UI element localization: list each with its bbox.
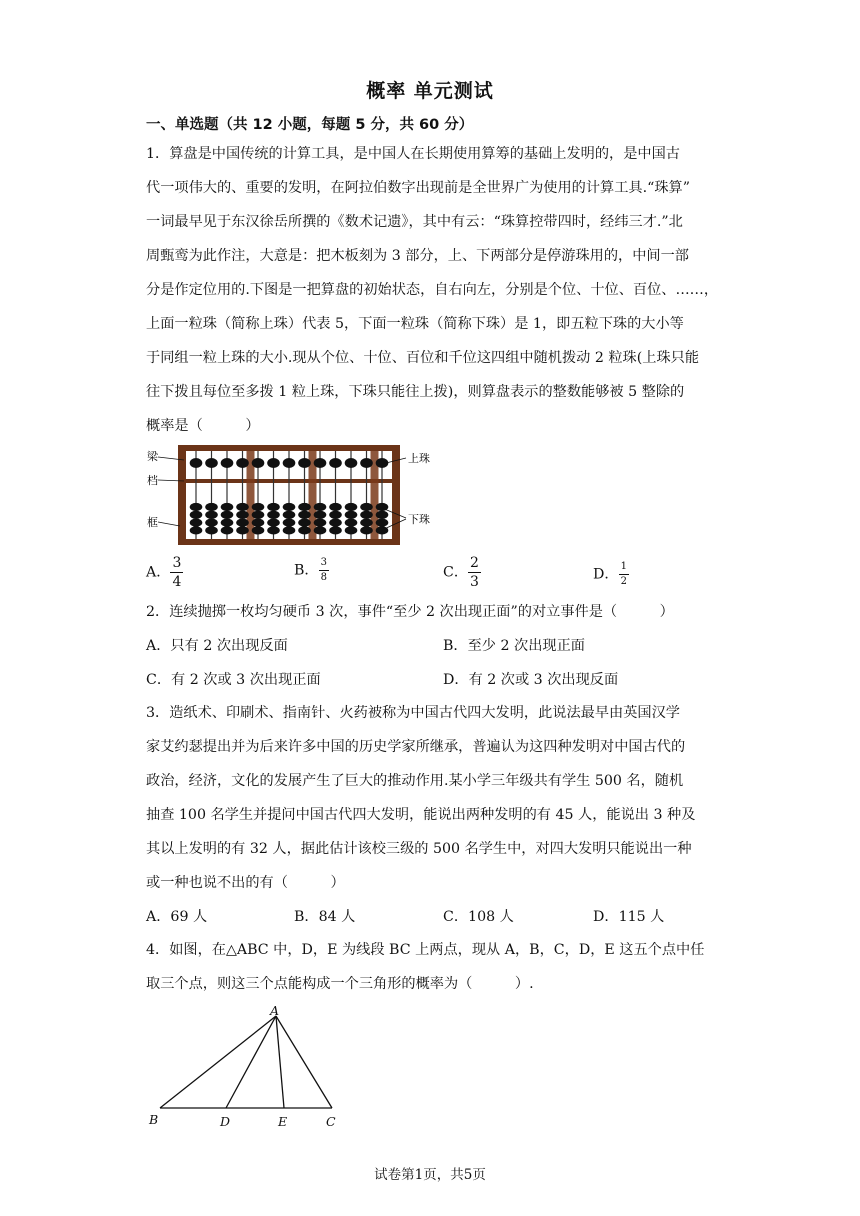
lower-bead	[205, 526, 218, 534]
fraction: $\frac{2}{3}$	[470, 555, 479, 590]
page-footer: 试卷第1页，共5页	[374, 1167, 486, 1183]
text-line: 代一项伟大的、重要的发明，在阿拉伯数字出现前是全世界广为使用的计算工具.“珠算”	[146, 180, 690, 196]
lower-bead	[221, 519, 234, 527]
text-line: 概率是（ ）	[146, 418, 260, 434]
lower-bead	[205, 519, 218, 527]
lower-bead	[283, 511, 296, 519]
upper-bead	[267, 458, 280, 468]
point-label-e: E	[278, 1114, 288, 1129]
upper-bead	[298, 458, 311, 468]
option-d[interactable]: D．115 人	[593, 909, 665, 925]
label-beam: 梁	[147, 450, 158, 463]
text-line: 周甄鸾为此作注，大意是：把木板刻为 3 部分，上、下两部分是停游珠用的，中间一部	[146, 248, 689, 264]
lower-bead	[267, 519, 280, 527]
lower-bead	[190, 526, 203, 534]
lower-bead	[283, 526, 296, 534]
question-4-text	[146, 933, 714, 1001]
option-letter: C．	[443, 564, 469, 581]
segment-ab	[160, 1016, 276, 1108]
option-c[interactable]	[443, 556, 481, 589]
question-1-text	[146, 137, 719, 443]
lower-bead	[298, 526, 311, 534]
text-line: 4．如图，在△ABC 中，D，E 为线段 BC 上两点，现从 A，B，C，D，E 这五个点中任	[146, 942, 705, 958]
section-heading: 一、单选题（共 12 小题，每题 5 分，共 60 分）	[146, 117, 474, 133]
upper-bead	[236, 458, 249, 468]
question-3-text	[146, 696, 714, 900]
lower-bead	[190, 511, 203, 519]
abacus-figure	[144, 442, 444, 548]
lower-bead	[329, 511, 342, 519]
text-line: 一词最早见于东汉徐岳所撰的《数术记遗》，其中有云：“珠算控带四时，经纬三才.”北	[146, 214, 683, 230]
text-line: 分是作定位用的.下图是一把算盘的初始状态，自右向左，分别是个位、十位、百位、……，	[146, 282, 719, 298]
text-line: 政治，经济，文化的发展产生了巨大的推动作用.某小学三年级共有学生 500 名，随机	[146, 773, 684, 789]
point-label-d: D	[220, 1114, 231, 1129]
label-frame: 框	[147, 516, 158, 529]
text-line: 家艾约瑟提出并为后来许多中国的历史学家所继承，普遍认为这四种发明对中国古代的	[146, 739, 686, 755]
question-2-text: 2．连续抛掷一枚均匀硬币 3 次，事件“至少 2 次出现正面”的对立事件是（ ）	[146, 604, 674, 620]
option-a[interactable]	[146, 556, 183, 589]
lower-bead	[329, 526, 342, 534]
label-bar: 档	[147, 474, 158, 487]
fraction: $\frac{3}{8}$	[320, 557, 327, 583]
option-letter: B．	[294, 562, 319, 579]
option-a[interactable]: A．69 人	[146, 909, 208, 925]
upper-bead	[221, 458, 234, 468]
lower-bead	[329, 503, 342, 511]
lower-bead	[190, 519, 203, 527]
lower-bead	[314, 503, 327, 511]
point-label-b: B	[149, 1112, 159, 1127]
lower-bead	[376, 526, 389, 534]
triangle-figure	[146, 1002, 346, 1130]
text-line: 抽查 100 名学生并提问中国古代四大发明，能说出两种发明的有 45 人，能说出 3 种及	[146, 807, 696, 823]
lower-bead	[314, 511, 327, 519]
fraction: $\frac{1}{2}$	[620, 561, 627, 587]
text-line: 往下拨且每位至多拨 1 粒上珠，下珠只能往上拨)，则算盘表示的整数能够被 5 整除的	[146, 384, 685, 400]
upper-bead	[345, 458, 358, 468]
option-a[interactable]: A．只有 2 次出现反面	[146, 638, 288, 654]
lower-bead	[298, 519, 311, 527]
page-title: 概率 单元测试	[366, 80, 494, 102]
upper-bead	[205, 458, 218, 468]
lower-bead	[221, 526, 234, 534]
upper-bead	[252, 458, 265, 468]
lower-bead	[236, 503, 249, 511]
lower-bead	[345, 526, 358, 534]
lower-bead	[376, 519, 389, 527]
option-c[interactable]: C．108 人	[443, 909, 514, 925]
lower-bead	[345, 519, 358, 527]
lower-bead	[314, 519, 327, 527]
lower-bead	[221, 503, 234, 511]
lower-bead	[298, 511, 311, 519]
text-line: 或一种也说不出的有（ ）	[146, 875, 345, 891]
lower-bead	[267, 503, 280, 511]
text-line: 3．造纸术、印刷术、指南针、火药被称为中国古代四大发明，此说法最早由英国汉学	[146, 705, 680, 721]
lower-bead	[267, 511, 280, 519]
upper-bead	[190, 458, 203, 468]
lower-bead	[329, 519, 342, 527]
text-line: 取三个点，则这三个点能构成一个三角形的概率为（ ）.	[146, 976, 534, 992]
lower-bead	[221, 511, 234, 519]
lower-bead	[205, 503, 218, 511]
option-d[interactable]: D．有 2 次或 3 次出现反面	[443, 672, 619, 688]
lower-bead	[283, 503, 296, 511]
lower-bead	[360, 519, 373, 527]
fraction: $\frac{3}{4}$	[172, 555, 182, 590]
segment-ae	[276, 1016, 284, 1108]
lower-bead	[252, 526, 265, 534]
upper-bead	[360, 458, 373, 468]
text-line: 其以上发明的有 32 人，据此估计该校三级的 500 名学生中，对四大发明只能说出一种	[146, 841, 692, 857]
lower-bead	[298, 503, 311, 511]
option-d[interactable]	[593, 562, 629, 587]
lower-bead	[236, 519, 249, 527]
upper-bead	[329, 458, 342, 468]
point-label-a: A	[270, 1003, 280, 1018]
lower-bead	[205, 511, 218, 519]
lower-bead	[190, 503, 203, 511]
lower-bead	[314, 526, 327, 534]
option-c[interactable]: C．有 2 次或 3 次出现正面	[146, 672, 321, 688]
text-line: 上面一粒珠（简称上珠）代表 5，下面一粒珠（简称下珠）是 1，即五粒下珠的大小等	[146, 316, 684, 332]
lower-bead	[236, 511, 249, 519]
option-letter: D．	[593, 566, 619, 583]
upper-bead	[314, 458, 327, 468]
option-letter: A．	[146, 564, 171, 581]
segment-ac	[276, 1016, 332, 1108]
lower-bead	[252, 519, 265, 527]
lower-bead	[283, 519, 296, 527]
text-line: 于同组一粒上珠的大小.现从个位、十位、百位和千位这四组中随机拨动 2 粒珠(上珠只能	[146, 350, 700, 366]
lower-bead	[267, 526, 280, 534]
lower-bead	[345, 503, 358, 511]
segment-ad	[226, 1016, 276, 1108]
lower-bead	[252, 503, 265, 511]
lower-bead	[360, 503, 373, 511]
point-label-c: C	[326, 1114, 336, 1129]
label-lower-bead: 下珠	[408, 513, 430, 526]
lower-bead	[360, 511, 373, 519]
lower-bead	[252, 511, 265, 519]
lower-bead	[345, 511, 358, 519]
option-b[interactable]	[294, 558, 329, 583]
upper-bead	[283, 458, 296, 468]
option-b[interactable]: B．84 人	[294, 909, 356, 925]
option-b[interactable]: B．至少 2 次出现正面	[443, 638, 585, 654]
label-upper-bead: 上珠	[408, 452, 430, 465]
lower-bead	[360, 526, 373, 534]
text-line: 1．算盘是中国传统的计算工具，是中国人在长期使用算筹的基础上发明的，是中国古	[146, 146, 680, 162]
lower-bead	[376, 511, 389, 519]
lower-bead	[236, 526, 249, 534]
